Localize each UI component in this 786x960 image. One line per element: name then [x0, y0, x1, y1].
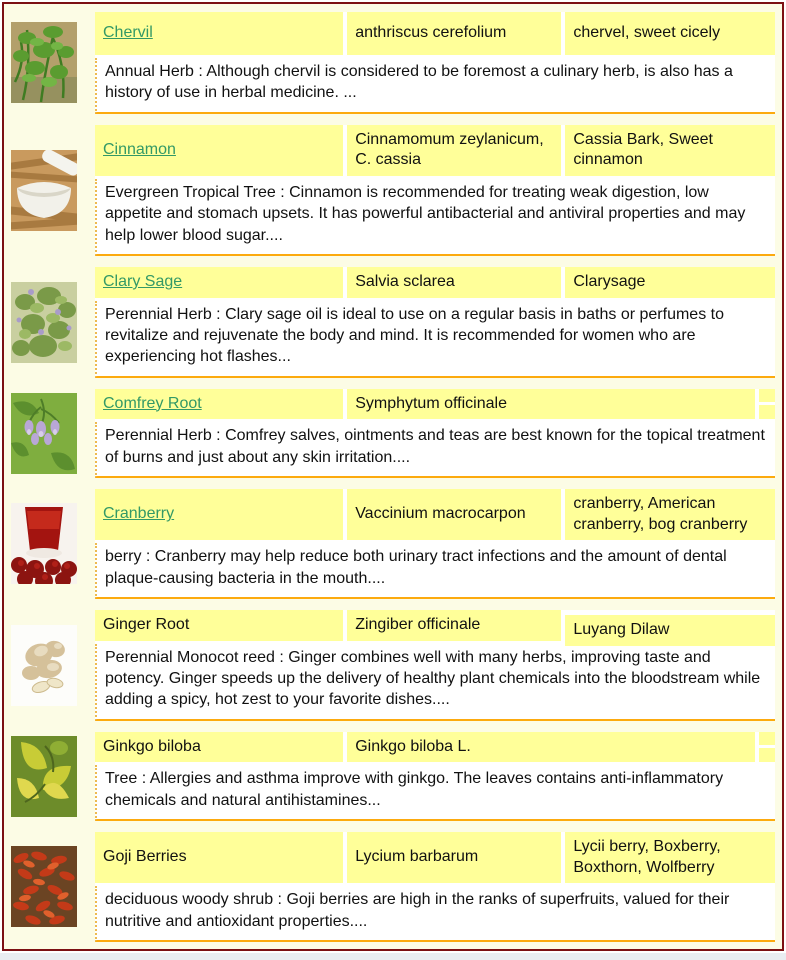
herb-name: Ginkgo biloba — [103, 737, 201, 755]
ginger-image — [11, 625, 77, 706]
common-names-cell — [565, 267, 775, 298]
herb-entry-ginger-root — [11, 610, 775, 721]
common-names-cell — [565, 489, 775, 541]
name-cell — [95, 389, 343, 420]
scientific-name: Ginkgo biloba L. — [355, 737, 471, 755]
header-row — [95, 832, 775, 884]
herb-entry-cinnamon — [11, 125, 775, 256]
scientific-name: Zingiber officinale — [355, 615, 481, 633]
herb-link[interactable]: Chervil — [103, 24, 153, 42]
empty-cells-column — [759, 389, 775, 420]
name-cell — [95, 489, 343, 541]
common-names: Luyang Dilaw — [573, 620, 670, 638]
name-cell — [95, 832, 343, 884]
scientific-name-cell — [347, 267, 561, 298]
common-names-cell — [565, 12, 775, 55]
herb-table — [95, 732, 775, 821]
header-row — [95, 125, 775, 177]
herb-description: Perennial Monocot reed : Ginger combines well with many herbs, improving taste and potency. Ginger speeds up the delivery of healthy plant chemicals into the bloodstream while adding a spicy, hot zest to your favorite dishes.... — [95, 644, 775, 721]
header-row — [95, 732, 775, 763]
scientific-name-cell — [347, 610, 561, 641]
herb-description: deciduous woody shrub : Goji berries are high in the ranks of superfruits, valued for their nutritive and antioxidant properties.... — [95, 886, 775, 942]
empty-cell — [759, 732, 775, 746]
herb-entry-goji-berries — [11, 832, 775, 942]
cinnamon-mortar-image — [11, 150, 77, 231]
scientific-name-cell — [347, 489, 561, 541]
scientific-name-cell — [347, 12, 561, 55]
herb-entry-chervil — [11, 12, 775, 114]
herb-description: berry : Cranberry may help reduce both urinary tract infections and the amount of dental plaque-causing bacteria in the mouth.... — [95, 543, 775, 599]
common-names: Cassia Bark, Sweet cinnamon — [573, 130, 713, 169]
herb-table — [95, 389, 775, 478]
empty-cell — [759, 748, 775, 762]
common-names: Clarysage — [573, 272, 646, 290]
name-cell — [95, 125, 343, 177]
scientific-name-cell — [347, 732, 755, 763]
cranberry-image — [11, 503, 77, 584]
herb-table — [95, 12, 775, 114]
common-names-cell — [565, 615, 775, 646]
common-names: Lycii berry, Boxberry, Boxthorn, Wolfberry — [573, 837, 721, 876]
header-row — [95, 610, 775, 641]
scientific-name: Vaccinium macrocarpon — [355, 505, 526, 523]
header-row — [95, 267, 775, 298]
herb-link[interactable]: Cinnamon — [103, 140, 176, 158]
clary-sage-image — [11, 282, 77, 363]
herb-table — [95, 489, 775, 599]
empty-cell — [759, 389, 775, 403]
scientific-name-cell — [347, 125, 561, 177]
herb-entry-comfrey-root — [11, 389, 775, 478]
name-cell — [95, 610, 343, 641]
herb-link[interactable]: Comfrey Root — [103, 394, 202, 412]
herb-table — [95, 610, 775, 721]
herb-description: Annual Herb : Although chervil is considered to be foremost a culinary herb, is also has a history of use in herbal medicine. ... — [95, 58, 775, 114]
herb-description: Perennial Herb : Clary sage oil is ideal to use on a regular basis in baths or perfumes to revitalize and rejuvenate the body and mind. It is recommended for women who are experiencing hot flashes... — [95, 301, 775, 378]
common-names: cranberry, American cranberry, bog cranberry — [573, 494, 748, 533]
herb-name: Goji Berries — [103, 848, 187, 866]
scientific-name: Lycium barbarum — [355, 848, 479, 866]
herb-description: Perennial Herb : Comfrey salves, ointments and teas are best known for the topical treatment of burns and just about any skin irritation.... — [95, 422, 775, 478]
common-names: chervel, sweet cicely — [573, 24, 721, 42]
scientific-name-cell — [347, 832, 561, 884]
name-cell — [95, 267, 343, 298]
header-row — [95, 489, 775, 541]
chervil-image — [11, 22, 77, 103]
ginkgo-image — [11, 736, 77, 817]
empty-cells-column — [759, 732, 775, 763]
empty-cell — [759, 405, 775, 419]
header-row — [95, 12, 775, 55]
herb-link[interactable]: Cranberry — [103, 505, 175, 523]
name-cell — [95, 732, 343, 763]
common-names-cell — [565, 125, 775, 177]
herb-name: Ginger Root — [103, 615, 190, 633]
page-bottom-strip — [0, 953, 786, 960]
herb-directory-panel — [2, 2, 784, 951]
scientific-name-cell — [347, 389, 755, 420]
herb-table — [95, 267, 775, 378]
comfrey-image — [11, 393, 77, 474]
common-names-cell — [565, 832, 775, 884]
scientific-name: Symphytum officinale — [355, 394, 507, 412]
herb-entry-ginkgo-biloba — [11, 732, 775, 821]
scientific-name: Cinnamomum zeylanicum, C. cassia — [355, 130, 544, 169]
scientific-name: anthriscus cerefolium — [355, 24, 507, 42]
herb-entry-clary-sage — [11, 267, 775, 378]
header-row — [95, 389, 775, 420]
scientific-name: Salvia sclarea — [355, 272, 455, 290]
herb-description: Evergreen Tropical Tree : Cinnamon is recommended for treating weak digestion, low appetite and stomach upsets. It has powerful antibacterial and antiviral properties and may help lower blood sugar.... — [95, 179, 775, 256]
herb-link[interactable]: Clary Sage — [103, 272, 183, 290]
herb-description: Tree : Allergies and asthma improve with ginkgo. The leaves contains anti-inflammatory chemicals and natural antihistamines... — [95, 765, 775, 821]
name-cell — [95, 12, 343, 55]
herb-table — [95, 832, 775, 942]
herb-table — [95, 125, 775, 256]
goji-berries-image — [11, 846, 77, 927]
herb-entry-cranberry — [11, 489, 775, 599]
